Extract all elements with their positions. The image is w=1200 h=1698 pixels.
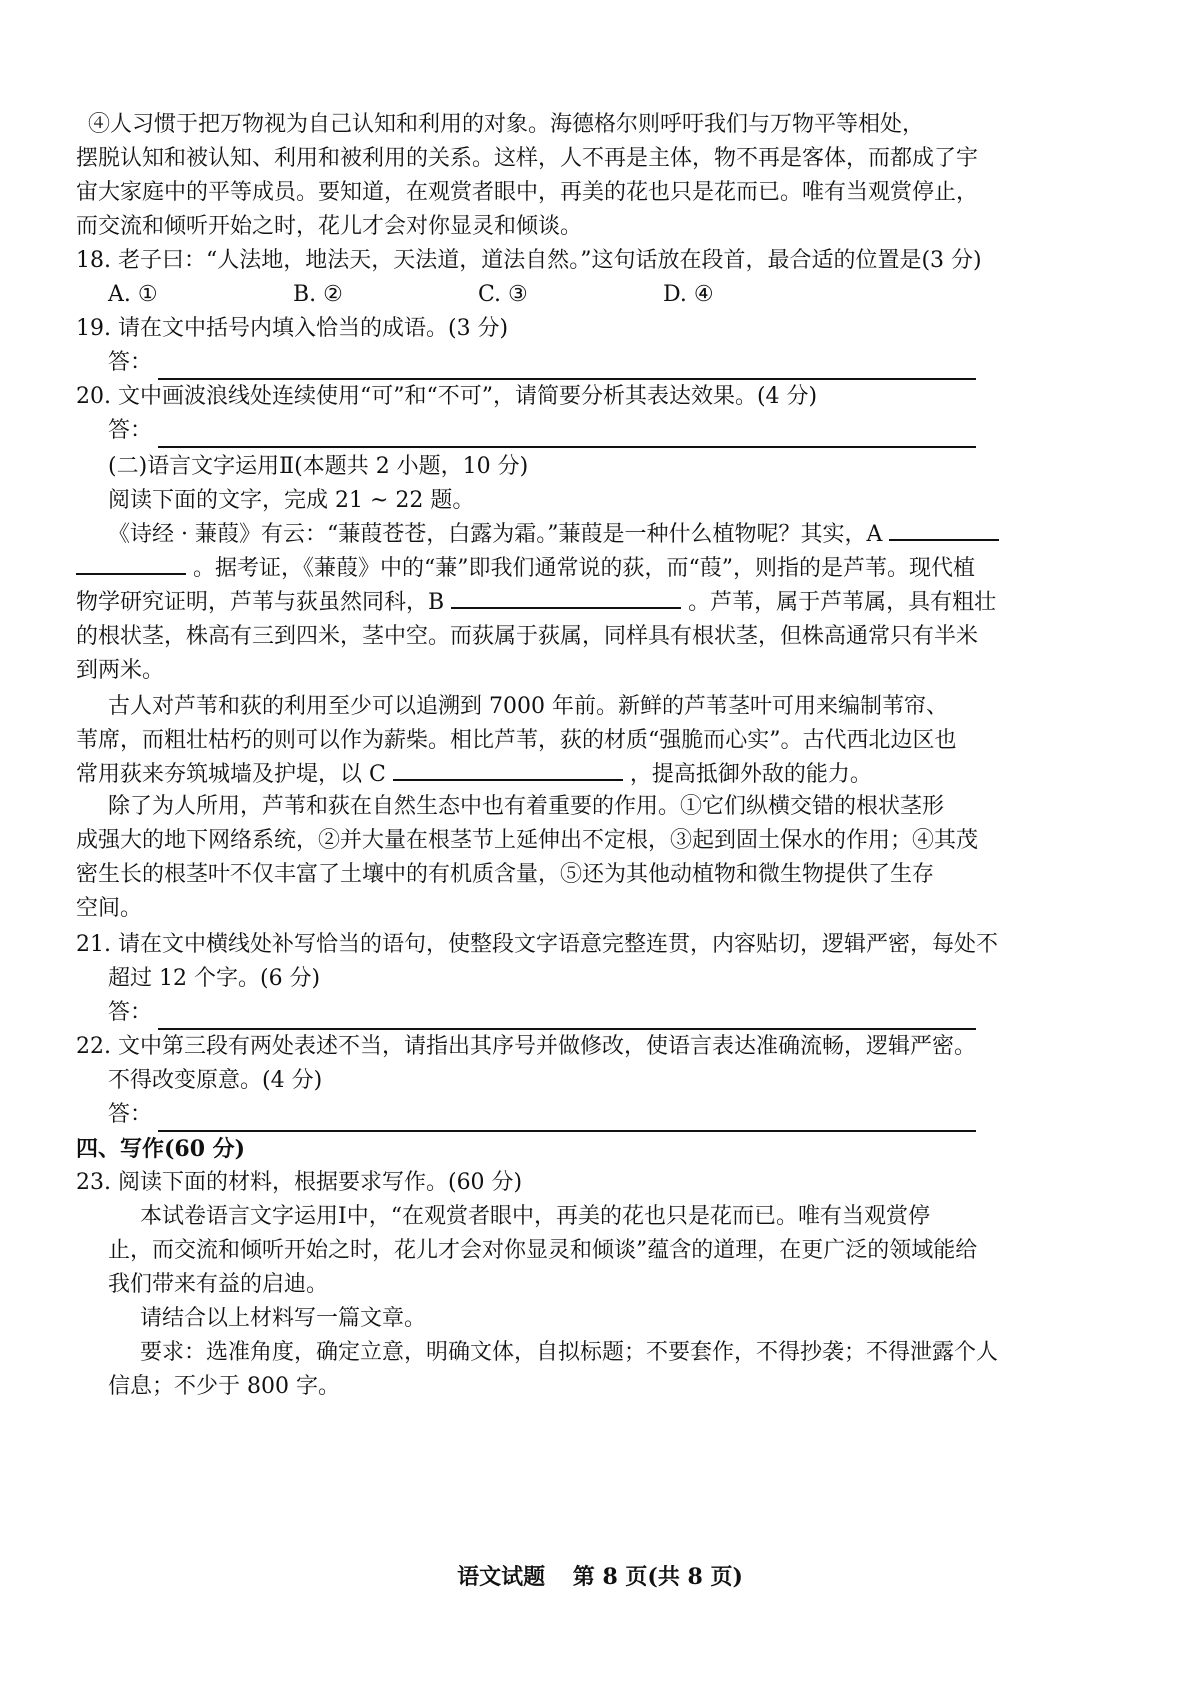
blank-a-cont[interactable] — [76, 553, 186, 575]
question-text: 超过 12 个字。(6 分) — [108, 966, 321, 991]
answer-blank[interactable] — [158, 1006, 976, 1030]
section-2 — [76, 450, 976, 518]
answer-line[interactable] — [108, 1098, 976, 1132]
question-23-text: 23. 阅读下面的材料，根据要求写作。(60 分) — [76, 1170, 523, 1195]
question-text: 不得改变原意。(4 分) — [108, 1068, 323, 1093]
page-footer — [0, 1560, 1200, 1591]
question-21 — [76, 928, 998, 1030]
passage-line — [108, 518, 976, 552]
blank-b[interactable] — [451, 587, 681, 609]
question-text: 21. 请在文中横线处补写恰当的语句，使整段文字语意完整连贯，内容贴切，逻辑严密，每处不 — [76, 932, 998, 957]
material-line: 请结合以上材料写一篇文章。 — [140, 1306, 427, 1331]
question-19 — [76, 312, 976, 380]
passage-line: 而交流和倾听开始之时，花儿才会对你显灵和倾谈。 — [76, 214, 583, 239]
passage-text: 《诗经 · 蒹葭》有云：“蒹葭苍苍，白露为霜。”蒹葭是一种什么植物呢？其实，A — [108, 522, 883, 547]
section-4 — [76, 1132, 976, 1200]
material-line: 本试卷语言文字运用Ⅰ中，“在观赏者眼中，再美的花也只是花而已。唯有当观赏停 — [140, 1204, 930, 1229]
answer-label: 答： — [108, 350, 153, 375]
passage-line: 摆脱认知和被认知、利用和被利用的关系。这样，人不再是主体，物不再是客体，而都成了宇 — [76, 146, 979, 171]
question-20 — [76, 380, 976, 448]
passage-line: 宙大家庭中的平等成员。要知道，在观赏者眼中，再美的花也只是花而已。唯有当观赏停止， — [76, 180, 979, 205]
option-a[interactable]: A. ① — [108, 282, 158, 307]
section-2-paragraph-1 — [76, 518, 997, 688]
option-c[interactable]: C. ③ — [478, 282, 528, 307]
answer-blank[interactable] — [158, 356, 976, 380]
passage-line: ④人习惯于把万物视为自己认知和利用的对象。海德格尔则呼吁我们与万物平等相处， — [88, 112, 925, 137]
passage-text: 。据考证，《蒹葭》中的“蒹”即我们通常说的荻，而“葭”，则指的是芦苇。现代植 — [193, 556, 975, 581]
question-text: 20. 文中画波浪线处连续使用“可”和“不可”，请简要分析其表达效果。(4 分) — [76, 384, 818, 409]
question-18 — [76, 244, 982, 312]
blank-a[interactable] — [889, 519, 999, 541]
passage-line: 古人对芦苇和荻的利用至少可以追溯到 7000 年前。新鲜的芦苇茎叶可用来编制苇帘、 — [108, 694, 948, 719]
passage-line: 密生长的根茎叶不仅丰富了土壤中的有机质含量，⑤还为其他动植物和微生物提供了生存 — [76, 862, 935, 887]
question-22 — [76, 1030, 976, 1132]
passage-line — [76, 758, 976, 792]
passage-line: 空间。 — [76, 896, 143, 921]
passage-text: ，提高抵御外敌的能力。 — [629, 762, 872, 787]
option-b[interactable]: B. ② — [293, 282, 343, 307]
answer-blank[interactable] — [158, 424, 976, 448]
answer-blank[interactable] — [158, 1108, 976, 1132]
material-line: 我们带来有益的启迪。 — [108, 1272, 329, 1297]
requirement-line: 要求：选准角度，确定立意，明确文体，自拟标题；不要套作，不得抄袭；不得泄露个人 — [140, 1340, 999, 1365]
passage-line — [76, 552, 976, 586]
answer-line[interactable] — [108, 346, 976, 380]
material-line: 止，而交流和倾听开始之时，花儿才会对你显灵和倾谈”蕴含的道理，在更广泛的领域能给 — [108, 1238, 978, 1263]
answer-line[interactable] — [108, 414, 976, 448]
section-title: (二)语言文字运用Ⅱ(本题共 2 小题，10 分) — [108, 454, 529, 479]
requirement-line: 信息；不少于 800 字。 — [108, 1374, 340, 1399]
footer-subject: 语文试题 — [457, 1564, 546, 1590]
passage-text: 常用荻来夯筑城墙及护堤，以 C — [76, 762, 386, 787]
passage-line — [76, 586, 997, 620]
option-d[interactable]: D. ④ — [663, 282, 714, 307]
passage-line: 成强大的地下网络系统，②并大量在根茎节上延伸出不定根，③起到固土保水的作用；④其茂 — [76, 828, 979, 853]
question-text: 18. 老子曰：“人法地，地法天，天法道，道法自然。”这句话放在段首，最合适的位置是(3 分) — [76, 248, 982, 273]
passage-line: 到两米。 — [76, 658, 165, 683]
answer-label: 答： — [108, 1102, 153, 1127]
answer-line[interactable] — [108, 996, 976, 1030]
section-2-paragraph-2 — [76, 690, 976, 792]
footer-page-number: 第 8 页(共 8 页) — [572, 1564, 743, 1590]
section-2-paragraph-3 — [76, 790, 979, 926]
passage-text: 。芦苇，属于芦苇属，具有粗壮 — [688, 590, 997, 615]
answer-label: 答： — [108, 418, 153, 443]
passage-paragraph-4 — [76, 108, 979, 244]
passage-line: 的根状茎，株高有三到四米，茎中空。而荻属于荻属，同样具有根状茎，但株高通常只有半米 — [76, 624, 979, 649]
answer-label: 答： — [108, 1000, 153, 1025]
blank-c[interactable] — [393, 759, 623, 781]
passage-line: 苇席，而粗壮枯朽的则可以作为薪柴。相比芦苇，荻的材质“强脆而心实”。古代西北边区也 — [76, 728, 957, 753]
question-text: 19. 请在文中括号内填入恰当的成语。(3 分) — [76, 316, 509, 341]
question-text: 22. 文中第三段有两处表述不当，请指出其序号并做修改，使语言表达准确流畅，逻辑严密。 — [76, 1034, 976, 1059]
passage-line: 除了为人所用，芦苇和荻在自然生态中也有着重要的作用。①它们纵横交错的根状茎形 — [108, 794, 945, 819]
section-instruction: 阅读下面的文字，完成 21 ~ 22 题。 — [108, 488, 475, 513]
options-row — [108, 278, 848, 312]
question-23-material — [76, 1200, 999, 1404]
passage-text: 物学研究证明，芦苇与荻虽然同科，B — [76, 590, 445, 615]
section-title: 四、写作(60 分) — [76, 1136, 246, 1162]
